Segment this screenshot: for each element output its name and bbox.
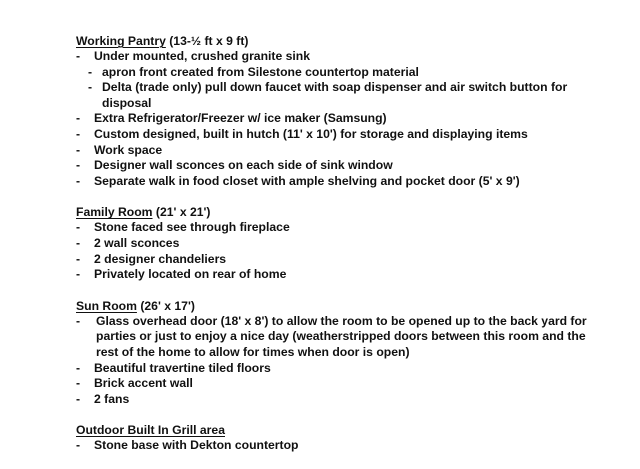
list-item	[76, 127, 636, 143]
list-item-text: Stone faced see through fireplace	[94, 220, 290, 235]
list-item	[76, 143, 636, 159]
bullet-dash: -	[88, 80, 93, 95]
list-subitem	[76, 65, 636, 81]
section-outdoor-grill	[76, 422, 636, 454]
bullet-dash: -	[88, 64, 93, 79]
list-item	[76, 267, 636, 283]
section-title: Family Room	[76, 205, 153, 220]
bullet-dash: -	[76, 313, 81, 328]
list-item-text: apron front created from Silestone countertop material	[102, 64, 419, 79]
bullet-dash: -	[76, 142, 81, 157]
bullet-dash: -	[76, 360, 81, 375]
list-subitem	[76, 80, 636, 111]
list-item	[76, 174, 636, 190]
list-item-text: Brick accent wall	[94, 376, 193, 391]
bullet-dash: -	[76, 235, 81, 250]
section-size: (13-½ ft x 9 ft)	[165, 34, 249, 48]
section-heading	[76, 204, 636, 220]
list-item-text: Stone base with Dekton countertop	[94, 438, 299, 453]
section-family-room	[76, 204, 636, 282]
list-item-text: Separate walk in food closet with ample shelving and pocket door (5' x 9')	[94, 173, 520, 188]
list-item-text: Under mounted, crushed granite sink	[94, 49, 311, 63]
bullet-dash: -	[76, 173, 81, 188]
section-size: (21' x 21')	[152, 205, 211, 220]
bullet-dash: -	[76, 376, 81, 391]
bullet-dash: -	[76, 220, 81, 235]
list-item-text: Custom designed, built in hutch (11' x 10') for storage and displaying items	[94, 126, 528, 141]
list-item	[76, 49, 636, 65]
bullet-dash: -	[76, 438, 81, 453]
list-item-text: Beautiful travertine tiled floors	[94, 360, 271, 375]
section-heading	[76, 33, 636, 49]
section-size: (26' x 17')	[136, 298, 195, 313]
list-item-text: 2 fans	[94, 391, 130, 406]
section-heading	[76, 298, 636, 314]
section-title: Working Pantry	[76, 34, 166, 48]
list-item	[76, 252, 636, 268]
list-item-text: Work space	[94, 142, 163, 157]
page-bottom-edge	[0, 453, 640, 460]
list-item-text: Designer wall sconces on each side of sink window	[94, 158, 393, 173]
bullet-dash: -	[76, 158, 81, 173]
list-item	[76, 236, 636, 252]
list-item	[76, 220, 636, 236]
list-item	[76, 392, 636, 408]
bullet-dash: -	[76, 391, 81, 406]
bullet-dash: -	[76, 49, 81, 63]
bullet-dash: -	[76, 111, 81, 126]
list-item	[76, 314, 636, 361]
section-working-pantry	[76, 33, 636, 189]
list-item-text: Delta (trade only) pull down faucet with soap dispenser and air switch button for disposal	[102, 80, 568, 110]
list-item-text: Privately located on rear of home	[94, 267, 287, 282]
list-item	[76, 376, 636, 392]
list-item-text: 2 wall sconces	[94, 235, 180, 250]
bullet-dash: -	[76, 251, 81, 266]
list-item-text: 2 designer chandeliers	[94, 251, 227, 266]
list-item	[76, 438, 636, 454]
bullet-dash: -	[76, 267, 81, 282]
section-title: Outdoor Built In Grill area	[76, 423, 225, 438]
list-item-text: Extra Refrigerator/Freezer w/ ice maker (Samsung)	[94, 111, 387, 126]
document-body	[76, 33, 636, 469]
section-title: Sun Room	[76, 298, 137, 313]
list-item-text: Glass overhead door (18' x 8') to allow the room to be opened up to the back yard for parties or just to enjoy a nice day (weatherstripped doors between this room and the rest of the home to allow for times when door is open)	[96, 313, 587, 359]
list-item	[76, 111, 636, 127]
list-item	[76, 361, 636, 377]
bullet-dash: -	[76, 126, 81, 141]
list-item	[76, 158, 636, 174]
section-sun-room	[76, 298, 636, 408]
section-heading	[76, 422, 636, 438]
